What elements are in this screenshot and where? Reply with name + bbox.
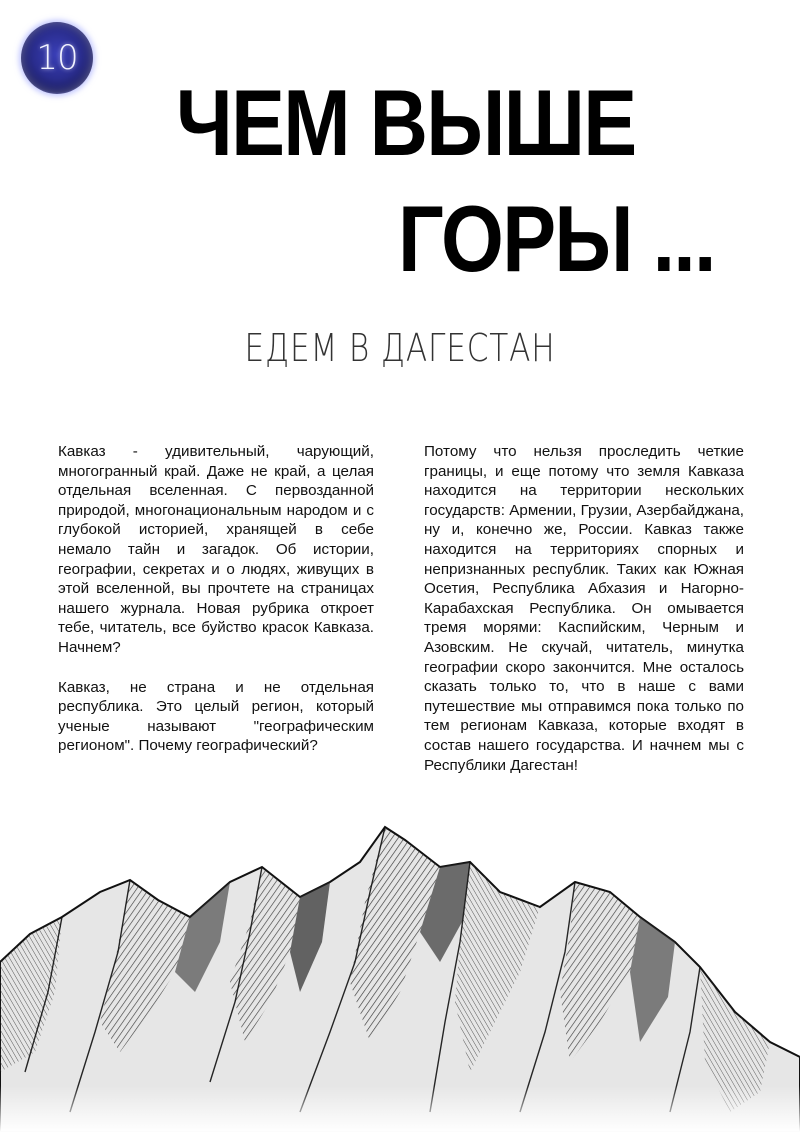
paragraph: Кавказ, не страна и не отдельная республика. Это целый регион, который ученые называют "географическим регионом". Почему географический?: [58, 678, 374, 755]
article-column-right: [424, 442, 744, 795]
headline-line-1: ЧЕМ ВЫШЕ: [176, 70, 636, 175]
headline-line-2: ГОРЫ ...: [398, 186, 715, 291]
article-column-left: [58, 442, 374, 776]
mountains-illustration: [0, 822, 800, 1132]
page-number-badge: [21, 22, 93, 94]
page-number: 10: [36, 38, 78, 78]
paragraph: Потому что нельзя проследить четкие границы, и еще потому что земля Кавказа находится на территории нескольких государств: Армении, Грузии, Азербайджана, ну и, конечно же, России. Кавказ также находится на территориях спорных и непризнанных республик. Таких как Южная Осетия, Республика Абхазия и Нагорно-Карабахская Республика. Он омывается тремя морями: Каспийским, Черным и Азовским. Не скучай, читатель, минутка географии скоро закончится. Мне осталось сказать только то, что в наше с вами путешествие мы отправимся пока только по тем регионам Кавказа, которые входят в состав нашего государства. И начнем мы с Республики Дагестан!: [424, 443, 744, 774]
subtitle: ЕДЕМ В ДАГЕСТАН: [244, 326, 556, 370]
paragraph: Кавказ - удивительный, чарующий, многогранный край. Даже не край, а целая отдельная вселенная. С первозданной природой, многонациональным народом и с глубокой историей, хранящей в себе немало тайн и загадок. Об истории, географии, секретах и о людях, живущих в этой вселенной, вы прочтете на страницах нашего журнала. Новая рубрика откроет тебе, читатель, все буйство красок Кавказа. Начнем?: [58, 443, 374, 656]
